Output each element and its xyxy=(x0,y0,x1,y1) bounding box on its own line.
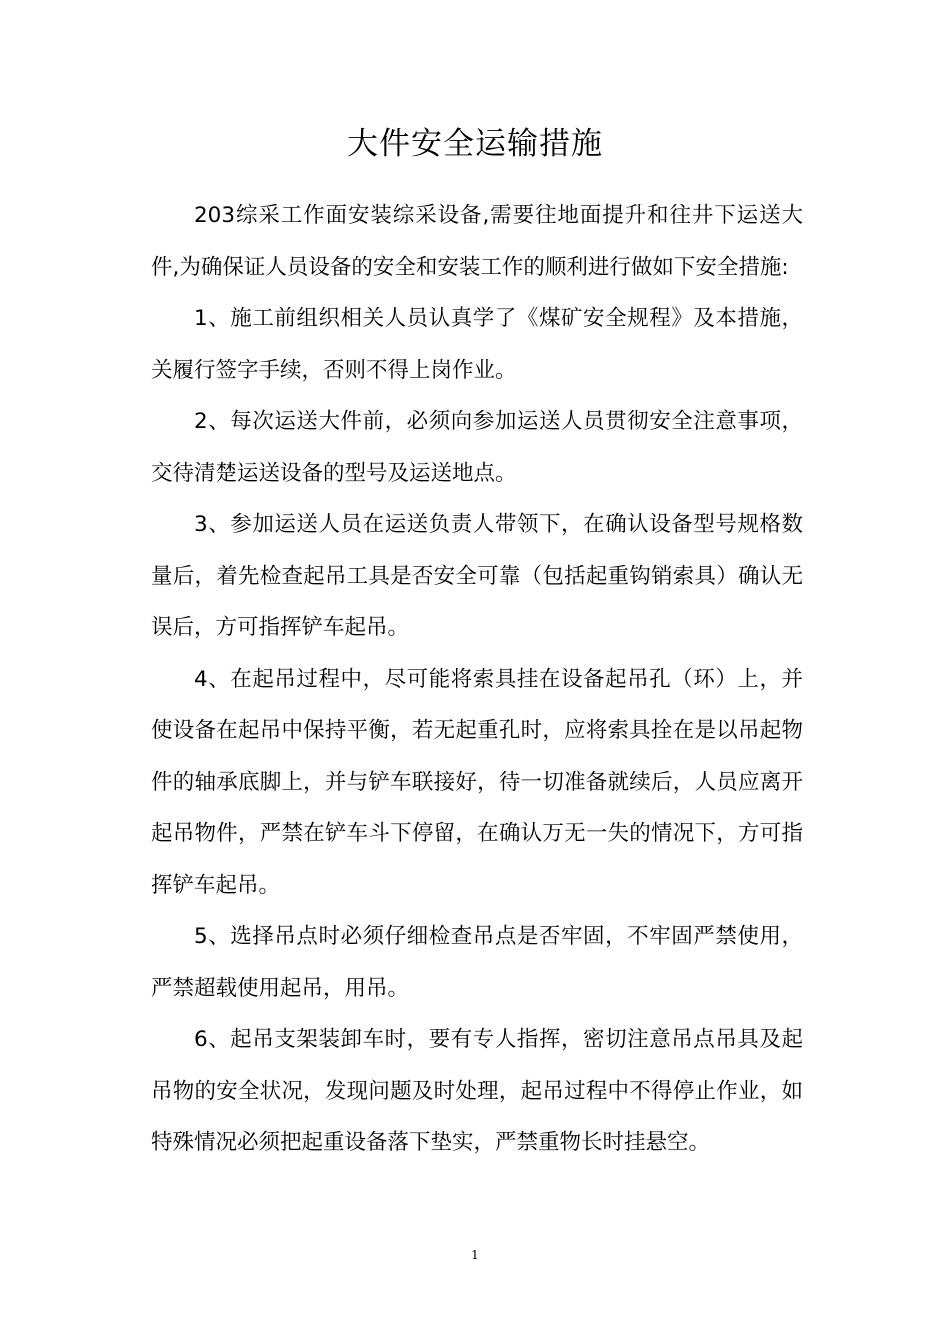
intro-paragraph: 203综采工作面安装综采设备,需要往地面提升和往井下运送大件,为确保证人员设备的安全和安装工作的顺利进行做如下安全措施: xyxy=(151,203,803,280)
measure-paragraph-5: 5、选择吊点时必须仔细检查吊点是否牢固，不牢固严禁使用，严禁超载使用起吊，用吊。 xyxy=(151,924,803,1001)
measure-paragraph-6: 6、起吊支架装卸车时，要有专人指挥，密切注意吊点吊具及起吊物的安全状况，发现问题及时处理，起吊过程中不得停止作业，如特殊情况必须把起重设备落下垫实，严禁重物长时挂悬空。 xyxy=(151,1027,803,1155)
measure-paragraph-4: 4、在起吊过程中，尽可能将索具挂在设备起吊孔（环）上，并使设备在起吊中保持平衡，若无起重孔时，应将索具拴在是以吊起物件的轴承底脚上，并与铲车联接好，待一切准备就续后，人员应离开起吊物件，严禁在铲车斗下停留，在确认万无一失的情况下，方可指挥铲车起吊。 xyxy=(151,666,803,898)
measure-paragraph-2: 2、每次运送大件前，必须向参加运送人员贯彻安全注意事项，交待清楚运送设备的型号及运送地点。 xyxy=(151,409,803,486)
measure-paragraph-3: 3、参加运送人员在运送负责人带领下，在确认设备型号规格数量后，着先检查起吊工具是否安全可靠（包括起重钩销索具）确认无误后，方可指挥铲车起吊。 xyxy=(151,512,803,640)
measure-paragraph-1: 1、施工前组织相关人员认真学了《煤矿安全规程》及本措施，关履行签字手续，否则不得上岗作业。 xyxy=(151,306,803,383)
document-body xyxy=(151,190,803,1169)
page-number: 1 xyxy=(471,1248,479,1262)
document-title: 大件安全运输措施 xyxy=(347,126,603,162)
